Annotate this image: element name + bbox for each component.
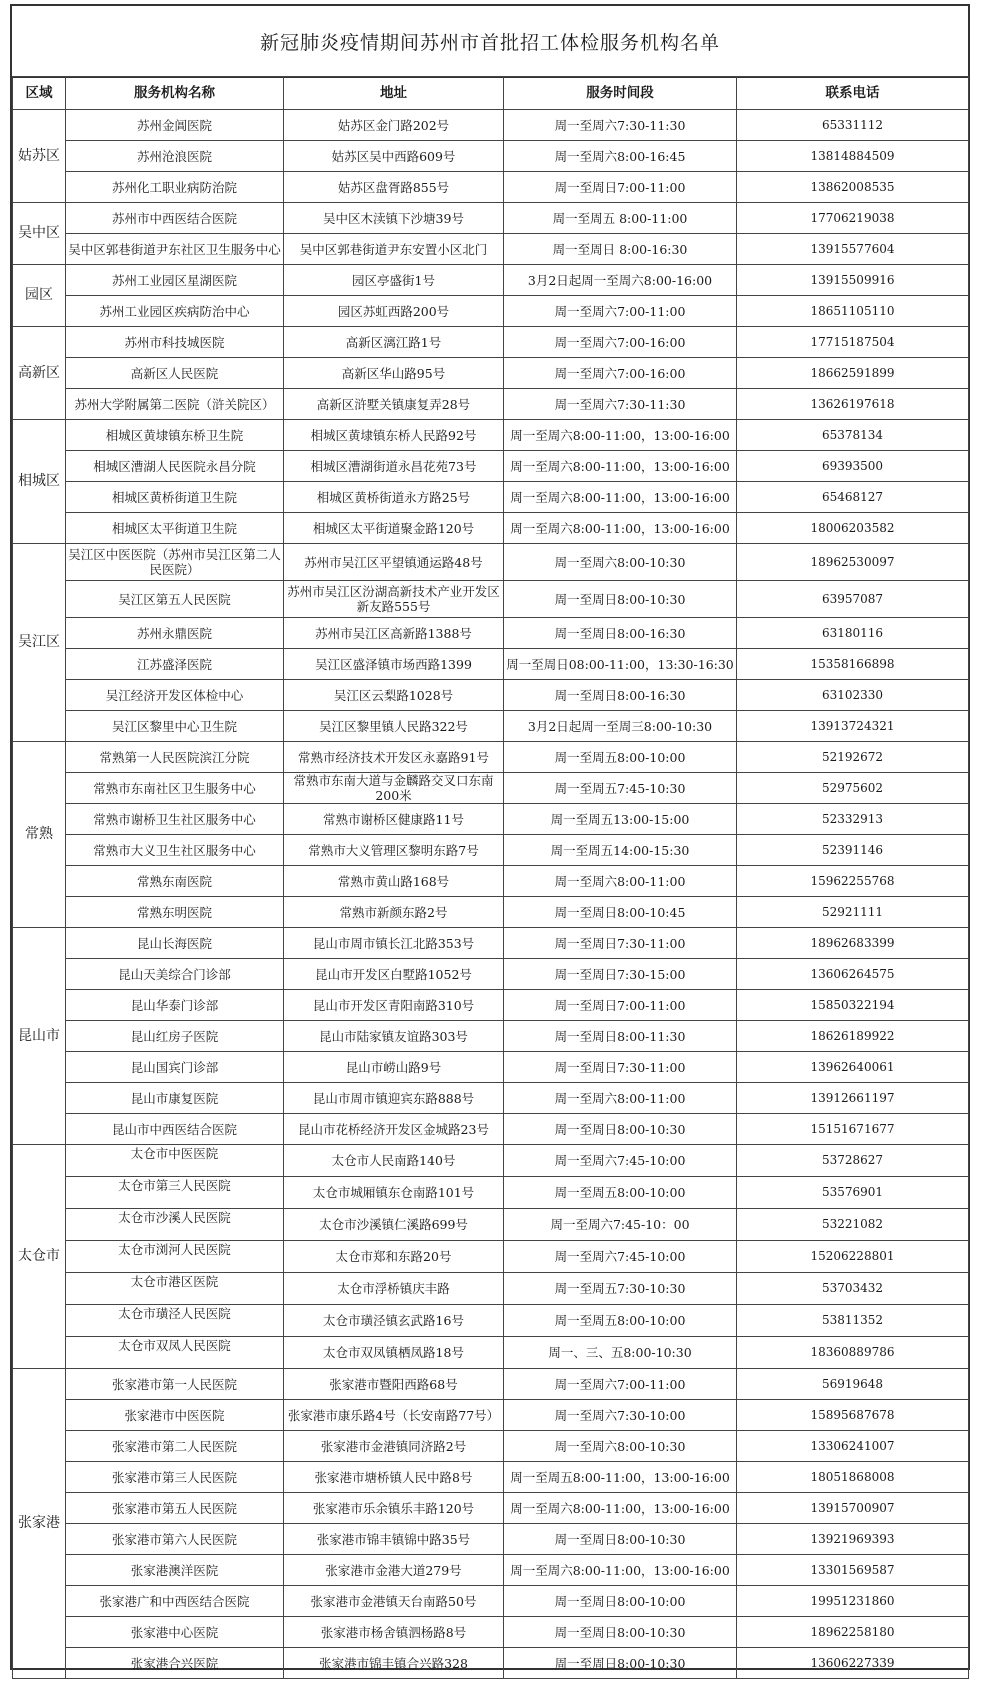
institution-name-cell: 常熟市东南社区卫生服务中心 bbox=[66, 773, 284, 804]
service-hours-cell: 周一至周日8:00-10:30 bbox=[504, 1114, 737, 1145]
address-cell: 太仓市郑和东路20号 bbox=[284, 1241, 504, 1273]
institution-name-cell: 昆山市中西医结合医院 bbox=[66, 1114, 284, 1145]
service-hours-cell: 周一至周五7:30-10:30 bbox=[504, 1273, 737, 1305]
phone-cell: 17715187504 bbox=[737, 327, 969, 358]
phone-cell: 18962530097 bbox=[737, 544, 969, 581]
phone-cell: 15850322194 bbox=[737, 990, 969, 1021]
service-hours-cell: 周一至周六8:00-11:00，13:00-16:00 bbox=[504, 451, 737, 482]
table-row bbox=[13, 1273, 969, 1305]
institution-name-cell: 常熟市大义卫生社区服务中心 bbox=[66, 835, 284, 866]
phone-cell: 13921969393 bbox=[737, 1524, 969, 1555]
service-hours-cell: 周一至周日 8:00-16:30 bbox=[504, 234, 737, 265]
address-cell: 常熟市新颜东路2号 bbox=[284, 897, 504, 928]
address-cell: 常熟市黄山路168号 bbox=[284, 866, 504, 897]
service-hours-cell: 周一至周日7:30-11:00 bbox=[504, 928, 737, 959]
phone-cell: 65468127 bbox=[737, 482, 969, 513]
institution-name-cell: 张家港市第六人民医院 bbox=[66, 1524, 284, 1555]
institution-name-cell: 昆山国宾门诊部 bbox=[66, 1052, 284, 1083]
table-row bbox=[13, 928, 969, 959]
address-cell: 昆山市周市镇迎宾东路888号 bbox=[284, 1083, 504, 1114]
address-cell: 张家港市塘桥镇人民中路8号 bbox=[284, 1462, 504, 1493]
service-hours-cell: 周一至周六8:00-10:30 bbox=[504, 1431, 737, 1462]
service-hours-cell: 周一至周六7:45-10:00 bbox=[504, 1145, 737, 1177]
institution-name-cell: 张家港市第三人民医院 bbox=[66, 1462, 284, 1493]
phone-cell: 18662591899 bbox=[737, 358, 969, 389]
table-row bbox=[13, 649, 969, 680]
service-hours-cell: 周一至周日8:00-10:30 bbox=[504, 581, 737, 618]
service-hours-cell: 周一至周日7:30-15:00 bbox=[504, 959, 737, 990]
table-row bbox=[13, 451, 969, 482]
institution-name-cell: 常熟东南医院 bbox=[66, 866, 284, 897]
phone-cell: 13606227339 bbox=[737, 1648, 969, 1679]
table-row bbox=[13, 1114, 969, 1145]
service-hours-cell: 周一至周六8:00-11:00，13:00-16:00 bbox=[504, 420, 737, 451]
table-row bbox=[13, 234, 969, 265]
institution-name-cell: 太仓市沙溪人民医院 bbox=[66, 1209, 284, 1241]
phone-cell: 63180116 bbox=[737, 618, 969, 649]
service-hours-cell: 周一至周六7:00-16:00 bbox=[504, 358, 737, 389]
phone-cell: 13912661197 bbox=[737, 1083, 969, 1114]
service-hours-cell: 3月2日起周一至周三8:00-10:30 bbox=[504, 711, 737, 742]
region-cell: 吴江区 bbox=[13, 544, 66, 742]
service-hours-cell: 周一至周六7:00-11:00 bbox=[504, 1369, 737, 1400]
address-cell: 张家港市锦丰镇锦中路35号 bbox=[284, 1524, 504, 1555]
table-row bbox=[13, 327, 969, 358]
institution-name-cell: 苏州沧浪医院 bbox=[66, 141, 284, 172]
service-hours-cell: 周一至周五8:00-10:00 bbox=[504, 1305, 737, 1337]
institution-name-cell: 张家港市第五人民医院 bbox=[66, 1493, 284, 1524]
address-cell: 昆山市开发区青阳南路310号 bbox=[284, 990, 504, 1021]
table-row bbox=[13, 1586, 969, 1617]
document-title: 新冠肺炎疫情期间苏州市首批招工体检服务机构名单 bbox=[12, 6, 968, 78]
region-cell: 吴中区 bbox=[13, 203, 66, 265]
phone-cell: 65378134 bbox=[737, 420, 969, 451]
institution-name-cell: 苏州金阊医院 bbox=[66, 110, 284, 141]
phone-cell: 18006203582 bbox=[737, 513, 969, 544]
service-hours-cell: 周一至周日7:30-11:00 bbox=[504, 1052, 737, 1083]
table-row bbox=[13, 1337, 969, 1369]
institution-name-cell: 张家港澳洋医院 bbox=[66, 1555, 284, 1586]
service-hours-cell: 周一至周日8:00-10:45 bbox=[504, 897, 737, 928]
phone-cell: 15151671677 bbox=[737, 1114, 969, 1145]
table-row bbox=[13, 742, 969, 773]
phone-cell: 52192672 bbox=[737, 742, 969, 773]
phone-cell: 52332913 bbox=[737, 804, 969, 835]
address-cell: 太仓市双凤镇栖凤路18号 bbox=[284, 1337, 504, 1369]
address-cell: 吴江区盛泽镇市场西路1399 bbox=[284, 649, 504, 680]
phone-cell: 18626189922 bbox=[737, 1021, 969, 1052]
table-row bbox=[13, 141, 969, 172]
table-row bbox=[13, 1400, 969, 1431]
institution-name-cell: 相城区黄埭镇东桥卫生院 bbox=[66, 420, 284, 451]
phone-cell: 13306241007 bbox=[737, 1431, 969, 1462]
table-row bbox=[13, 544, 969, 581]
phone-cell: 13606264575 bbox=[737, 959, 969, 990]
institution-name-cell: 昆山天美综合门诊部 bbox=[66, 959, 284, 990]
table-row bbox=[13, 1617, 969, 1648]
address-cell: 常熟市经济技术开发区永嘉路91号 bbox=[284, 742, 504, 773]
address-cell: 常熟市大义管理区黎明东路7号 bbox=[284, 835, 504, 866]
address-cell: 吴中区木渎镇下沙塘39号 bbox=[284, 203, 504, 234]
institution-name-cell: 苏州化工职业病防治院 bbox=[66, 172, 284, 203]
phone-cell: 63957087 bbox=[737, 581, 969, 618]
institution-name-cell: 昆山长海医院 bbox=[66, 928, 284, 959]
phone-cell: 18962683399 bbox=[737, 928, 969, 959]
service-hours-cell: 周一至周六8:00-11:00 bbox=[504, 866, 737, 897]
institution-name-cell: 江苏盛泽医院 bbox=[66, 649, 284, 680]
table-row bbox=[13, 265, 969, 296]
service-hours-cell: 周一至周日8:00-16:30 bbox=[504, 680, 737, 711]
table-row bbox=[13, 420, 969, 451]
phone-cell: 15895687678 bbox=[737, 1400, 969, 1431]
service-hours-cell: 周一至周五 8:00-11:00 bbox=[504, 203, 737, 234]
table-row bbox=[13, 773, 969, 804]
institution-name-cell: 昆山红房子医院 bbox=[66, 1021, 284, 1052]
table-row bbox=[13, 835, 969, 866]
service-hours-cell: 周一至周五13:00-15:00 bbox=[504, 804, 737, 835]
institution-name-cell: 苏州工业园区星湖医院 bbox=[66, 265, 284, 296]
phone-cell: 18651105110 bbox=[737, 296, 969, 327]
institution-name-cell: 高新区人民医院 bbox=[66, 358, 284, 389]
address-cell: 高新区华山路95号 bbox=[284, 358, 504, 389]
address-cell: 高新区漓江路1号 bbox=[284, 327, 504, 358]
institution-table bbox=[12, 76, 969, 1679]
table-row bbox=[13, 1145, 969, 1177]
phone-cell: 52921111 bbox=[737, 897, 969, 928]
table-row bbox=[13, 1369, 969, 1400]
service-hours-cell: 周一至周五8:00-10:00 bbox=[504, 742, 737, 773]
phone-cell: 53703432 bbox=[737, 1273, 969, 1305]
table-row bbox=[13, 1052, 969, 1083]
phone-cell: 15962255768 bbox=[737, 866, 969, 897]
table-row bbox=[13, 1555, 969, 1586]
table-row bbox=[13, 172, 969, 203]
address-cell: 张家港市暨阳西路68号 bbox=[284, 1369, 504, 1400]
institution-name-cell: 张家港广和中西医结合医院 bbox=[66, 1586, 284, 1617]
address-cell: 苏州市吴江区高新路1388号 bbox=[284, 618, 504, 649]
institution-name-cell: 吴江区第五人民医院 bbox=[66, 581, 284, 618]
table-row bbox=[13, 1241, 969, 1273]
address-cell: 昆山市周市镇长江北路353号 bbox=[284, 928, 504, 959]
institution-name-cell: 常熟东明医院 bbox=[66, 897, 284, 928]
phone-cell: 15206228801 bbox=[737, 1241, 969, 1273]
address-cell: 张家港市康乐路4号（长安南路77号） bbox=[284, 1400, 504, 1431]
address-cell: 太仓市城厢镇东仓南路101号 bbox=[284, 1177, 504, 1209]
table-body bbox=[13, 110, 969, 1679]
table-row bbox=[13, 990, 969, 1021]
address-cell: 苏州市吴江区汾湖高新技术产业开发区新友路555号 bbox=[284, 581, 504, 618]
address-cell: 张家港市乐余镇乐丰路120号 bbox=[284, 1493, 504, 1524]
phone-cell: 13862008535 bbox=[737, 172, 969, 203]
region-cell: 园区 bbox=[13, 265, 66, 327]
header-address: 地址 bbox=[284, 77, 504, 110]
address-cell: 姑苏区吴中西路609号 bbox=[284, 141, 504, 172]
address-cell: 昆山市开发区白墅路1052号 bbox=[284, 959, 504, 990]
address-cell: 吴中区郭巷街道尹东安置小区北门 bbox=[284, 234, 504, 265]
service-hours-cell: 周一至周六8:00-11:00，13:00-16:00 bbox=[504, 1493, 737, 1524]
address-cell: 昆山市陆家镇友谊路303号 bbox=[284, 1021, 504, 1052]
table-row bbox=[13, 358, 969, 389]
service-hours-cell: 周一至周日8:00-10:30 bbox=[504, 1648, 737, 1679]
institution-name-cell: 相城区黄桥街道卫生院 bbox=[66, 482, 284, 513]
phone-cell: 53728627 bbox=[737, 1145, 969, 1177]
region-cell: 常熟 bbox=[13, 742, 66, 928]
address-cell: 高新区浒墅关镇康复弄28号 bbox=[284, 389, 504, 420]
phone-cell: 53576901 bbox=[737, 1177, 969, 1209]
institution-name-cell: 苏州市中西医结合医院 bbox=[66, 203, 284, 234]
address-cell: 相城区漕湖街道永昌花苑73号 bbox=[284, 451, 504, 482]
phone-cell: 13626197618 bbox=[737, 389, 969, 420]
table-row bbox=[13, 1305, 969, 1337]
region-cell: 相城区 bbox=[13, 420, 66, 544]
institution-name-cell: 太仓市中医医院 bbox=[66, 1145, 284, 1177]
institution-name-cell: 太仓市第三人民医院 bbox=[66, 1177, 284, 1209]
service-hours-cell: 周一至周日7:00-11:00 bbox=[504, 172, 737, 203]
address-cell: 吴江区云梨路1028号 bbox=[284, 680, 504, 711]
address-cell: 太仓市璜泾镇玄武路16号 bbox=[284, 1305, 504, 1337]
institution-name-cell: 张家港中心医院 bbox=[66, 1617, 284, 1648]
service-hours-cell: 周一至周日8:00-10:30 bbox=[504, 1617, 737, 1648]
region-cell: 高新区 bbox=[13, 327, 66, 420]
service-hours-cell: 周一至周日08:00-11:00，13:30-16:30 bbox=[504, 649, 737, 680]
address-cell: 昆山市花桥经济开发区金城路23号 bbox=[284, 1114, 504, 1145]
table-row bbox=[13, 1021, 969, 1052]
service-hours-cell: 周一至周六7:30-10:00 bbox=[504, 1400, 737, 1431]
address-cell: 张家港市杨舍镇泗杨路8号 bbox=[284, 1617, 504, 1648]
table-row bbox=[13, 581, 969, 618]
phone-cell: 18051868008 bbox=[737, 1462, 969, 1493]
institution-name-cell: 吴江经济开发区体检中心 bbox=[66, 680, 284, 711]
address-cell: 姑苏区金门路202号 bbox=[284, 110, 504, 141]
table-row bbox=[13, 618, 969, 649]
region-cell: 张家港 bbox=[13, 1369, 66, 1679]
institution-name-cell: 苏州永鼎医院 bbox=[66, 618, 284, 649]
institution-name-cell: 苏州市科技城医院 bbox=[66, 327, 284, 358]
document-sheet bbox=[10, 4, 970, 1670]
service-hours-cell: 周一至周六8:00-11:00 bbox=[504, 1083, 737, 1114]
address-cell: 相城区黄桥街道永方路25号 bbox=[284, 482, 504, 513]
phone-cell: 13915700907 bbox=[737, 1493, 969, 1524]
institution-name-cell: 苏州大学附属第二医院（浒关院区） bbox=[66, 389, 284, 420]
service-hours-cell: 周一至周六7:00-11:00 bbox=[504, 296, 737, 327]
address-cell: 张家港市金港镇同济路2号 bbox=[284, 1431, 504, 1462]
header-institution-name: 服务机构名称 bbox=[66, 77, 284, 110]
institution-name-cell: 吴江区黎里中心卫生院 bbox=[66, 711, 284, 742]
address-cell: 相城区太平街道聚金路120号 bbox=[284, 513, 504, 544]
region-cell: 太仓市 bbox=[13, 1145, 66, 1369]
table-row bbox=[13, 1209, 969, 1241]
institution-name-cell: 昆山华泰门诊部 bbox=[66, 990, 284, 1021]
table-row bbox=[13, 296, 969, 327]
table-row bbox=[13, 1462, 969, 1493]
address-cell: 张家港市金港镇天台南路50号 bbox=[284, 1586, 504, 1617]
institution-name-cell: 相城区太平街道卫生院 bbox=[66, 513, 284, 544]
address-cell: 常熟市东南大道与金麟路交叉口东南200米 bbox=[284, 773, 504, 804]
region-cell: 昆山市 bbox=[13, 928, 66, 1145]
region-cell: 姑苏区 bbox=[13, 110, 66, 203]
service-hours-cell: 3月2日起周一至周六8:00-16:00 bbox=[504, 265, 737, 296]
table-row bbox=[13, 1648, 969, 1679]
phone-cell: 53811352 bbox=[737, 1305, 969, 1337]
address-cell: 张家港市金港大道279号 bbox=[284, 1555, 504, 1586]
institution-name-cell: 太仓市浏河人民医院 bbox=[66, 1241, 284, 1273]
phone-cell: 56919648 bbox=[737, 1369, 969, 1400]
service-hours-cell: 周一至周五14:00-15:30 bbox=[504, 835, 737, 866]
institution-name-cell: 昆山市康复医院 bbox=[66, 1083, 284, 1114]
institution-name-cell: 张家港市第二人民医院 bbox=[66, 1431, 284, 1462]
table-row bbox=[13, 680, 969, 711]
address-cell: 太仓市浮桥镇庆丰路 bbox=[284, 1273, 504, 1305]
service-hours-cell: 周一至周六7:45-10：00 bbox=[504, 1209, 737, 1241]
address-cell: 园区苏虹西路200号 bbox=[284, 296, 504, 327]
address-cell: 相城区黄埭镇东桥人民路92号 bbox=[284, 420, 504, 451]
phone-cell: 13913724321 bbox=[737, 711, 969, 742]
institution-name-cell: 常熟第一人民医院滨江分院 bbox=[66, 742, 284, 773]
phone-cell: 17706219038 bbox=[737, 203, 969, 234]
table-row bbox=[13, 897, 969, 928]
service-hours-cell: 周一至周五8:00-11:00，13:00-16:00 bbox=[504, 1462, 737, 1493]
service-hours-cell: 周一至周日8:00-16:30 bbox=[504, 618, 737, 649]
phone-cell: 52975602 bbox=[737, 773, 969, 804]
institution-name-cell: 太仓市璜泾人民医院 bbox=[66, 1305, 284, 1337]
institution-name-cell: 吴江区中医医院（苏州市吴江区第二人民医院） bbox=[66, 544, 284, 581]
institution-name-cell: 吴中区郭巷街道尹东社区卫生服务中心 bbox=[66, 234, 284, 265]
phone-cell: 13814884509 bbox=[737, 141, 969, 172]
address-cell: 苏州市吴江区平望镇通运路48号 bbox=[284, 544, 504, 581]
institution-name-cell: 苏州工业园区疾病防治中心 bbox=[66, 296, 284, 327]
service-hours-cell: 周一至周六7:30-11:30 bbox=[504, 110, 737, 141]
table-row bbox=[13, 1524, 969, 1555]
table-row bbox=[13, 1177, 969, 1209]
address-cell: 姑苏区盘胥路855号 bbox=[284, 172, 504, 203]
table-row bbox=[13, 1493, 969, 1524]
table-row bbox=[13, 804, 969, 835]
phone-cell: 13915577604 bbox=[737, 234, 969, 265]
table-header-row bbox=[13, 77, 969, 110]
address-cell: 常熟市谢桥区健康路11号 bbox=[284, 804, 504, 835]
table-row bbox=[13, 1431, 969, 1462]
table-row bbox=[13, 959, 969, 990]
table-row bbox=[13, 866, 969, 897]
address-cell: 吴江区黎里镇人民路322号 bbox=[284, 711, 504, 742]
phone-cell: 18962258180 bbox=[737, 1617, 969, 1648]
phone-cell: 69393500 bbox=[737, 451, 969, 482]
service-hours-cell: 周一至周五8:00-10:00 bbox=[504, 1177, 737, 1209]
service-hours-cell: 周一、三、五8:00-10:30 bbox=[504, 1337, 737, 1369]
service-hours-cell: 周一至周六8:00-11:00，13:00-16:00 bbox=[504, 482, 737, 513]
address-cell: 昆山市崂山路9号 bbox=[284, 1052, 504, 1083]
service-hours-cell: 周一至周六8:00-11:00，13:00-16:00 bbox=[504, 1555, 737, 1586]
phone-cell: 19951231860 bbox=[737, 1586, 969, 1617]
address-cell: 太仓市人民南路140号 bbox=[284, 1145, 504, 1177]
service-hours-cell: 周一至周六7:00-16:00 bbox=[504, 327, 737, 358]
address-cell: 张家港市锦丰镇合兴路328 bbox=[284, 1648, 504, 1679]
service-hours-cell: 周一至周六8:00-16:45 bbox=[504, 141, 737, 172]
institution-name-cell: 张家港市中医医院 bbox=[66, 1400, 284, 1431]
service-hours-cell: 周一至周六8:00-10:30 bbox=[504, 544, 737, 581]
header-region: 区域 bbox=[13, 77, 66, 110]
service-hours-cell: 周一至周日7:00-11:00 bbox=[504, 990, 737, 1021]
institution-name-cell: 相城区漕湖人民医院永昌分院 bbox=[66, 451, 284, 482]
phone-cell: 13301569587 bbox=[737, 1555, 969, 1586]
service-hours-cell: 周一至周六7:30-11:30 bbox=[504, 389, 737, 420]
table-row bbox=[13, 513, 969, 544]
service-hours-cell: 周一至周日8:00-11:30 bbox=[504, 1021, 737, 1052]
service-hours-cell: 周一至周日8:00-10:00 bbox=[504, 1586, 737, 1617]
table-row bbox=[13, 389, 969, 420]
institution-name-cell: 太仓市双凤人民医院 bbox=[66, 1337, 284, 1369]
table-row bbox=[13, 110, 969, 141]
header-service-hours: 服务时间段 bbox=[504, 77, 737, 110]
phone-cell: 63102330 bbox=[737, 680, 969, 711]
address-cell: 园区亭盛街1号 bbox=[284, 265, 504, 296]
service-hours-cell: 周一至周六8:00-11:00，13:00-16:00 bbox=[504, 513, 737, 544]
table-row bbox=[13, 1083, 969, 1114]
phone-cell: 13962640061 bbox=[737, 1052, 969, 1083]
service-hours-cell: 周一至周六7:45-10:00 bbox=[504, 1241, 737, 1273]
phone-cell: 53221082 bbox=[737, 1209, 969, 1241]
institution-name-cell: 张家港市第一人民医院 bbox=[66, 1369, 284, 1400]
address-cell: 太仓市沙溪镇仁溪路699号 bbox=[284, 1209, 504, 1241]
phone-cell: 15358166898 bbox=[737, 649, 969, 680]
phone-cell: 52391146 bbox=[737, 835, 969, 866]
table-row bbox=[13, 711, 969, 742]
service-hours-cell: 周一至周五7:45-10:30 bbox=[504, 773, 737, 804]
institution-name-cell: 张家港合兴医院 bbox=[66, 1648, 284, 1679]
service-hours-cell: 周一至周日8:00-10:30 bbox=[504, 1524, 737, 1555]
header-phone: 联系电话 bbox=[737, 77, 969, 110]
phone-cell: 13915509916 bbox=[737, 265, 969, 296]
phone-cell: 65331112 bbox=[737, 110, 969, 141]
institution-name-cell: 太仓市港区医院 bbox=[66, 1273, 284, 1305]
phone-cell: 18360889786 bbox=[737, 1337, 969, 1369]
table-row bbox=[13, 482, 969, 513]
table-row bbox=[13, 203, 969, 234]
institution-name-cell: 常熟市谢桥卫生社区服务中心 bbox=[66, 804, 284, 835]
